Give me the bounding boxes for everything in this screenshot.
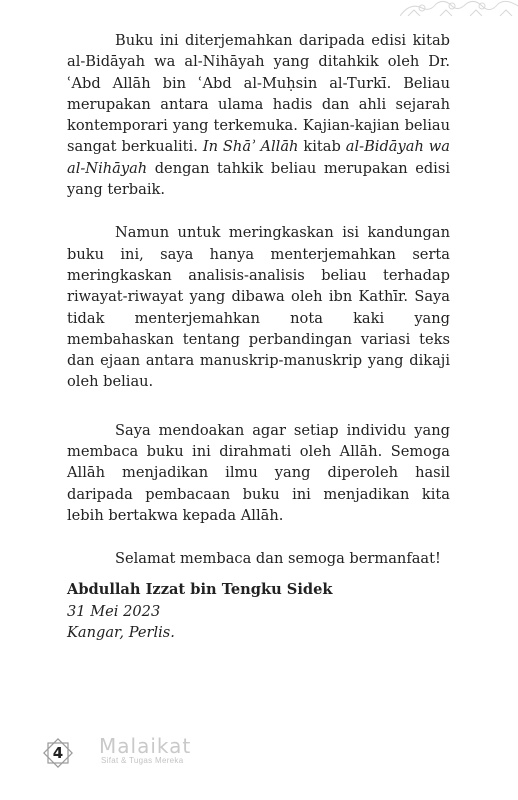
signature-place: Kangar, Perlis. <box>67 624 175 641</box>
page-number: 4 <box>52 744 64 762</box>
paragraph-1-text-2: kitab <box>298 138 346 156</box>
brand-subtitle: Sifat & Tugas Mereka <box>101 756 184 765</box>
corner-ornament-icon <box>400 0 518 16</box>
paragraph-1 <box>67 30 450 200</box>
paragraph-1-book-title: al-Bidāyah wa al-Nihāyah <box>67 138 450 177</box>
book-brand <box>99 736 191 766</box>
paragraph-2: Namun untuk meringkaskan isi kandungan buku ini, saya hanya menterjemahkan serta meringkaskan analisis-analisis beliau terhadap riwayat-riwayat yang dibawa oleh ibn Kathīr. Saya tidak menterjemahkan nota kaki yang membahaskan tentang perbandingan variasi teks dan ejaan antara manuskrip-manuskrip yang dikaji oleh beliau. <box>67 224 450 391</box>
page-footer <box>40 735 240 771</box>
paragraph-1-italic-phrase: In Shāʾ Allāh <box>202 138 299 156</box>
signature-name: Abdullah Izzat bin Tengku Sidek <box>67 581 333 598</box>
paragraph-1-text: Buku ini diterjemahkan daripada edisi kitab al-Bidāyah wa al-Nihāyah yang ditahkik oleh Dr. ʿAbd Allāh bin ʿAbd al-Muḥsin al-Turkī. Beliau merupakan antara ulama hadis dan ahli sejarah kontemporari yang terkemuka. Kajian-kajian beliau sangat berkualiti. <box>67 32 450 156</box>
body-text <box>67 30 450 592</box>
paragraph-1-text-3: dengan tahkik beliau merupakan edisi yang terbaik. <box>67 159 450 199</box>
signature-block <box>67 579 450 644</box>
paragraph-4: Selamat membaca dan semoga bermanfaat! <box>115 550 441 568</box>
signature-date: 31 Mei 2023 <box>67 602 161 620</box>
paragraph-3: Saya mendoakan agar setiap individu yang membaca buku ini dirahmati oleh Allāh. Semoga Allāh menjadikan ilmu yang diperoleh hasil daripada pembacaan buku ini menjadikan kita lebih bertakwa kepada Allāh. <box>67 421 450 524</box>
brand-title: Malaikat <box>99 734 192 758</box>
